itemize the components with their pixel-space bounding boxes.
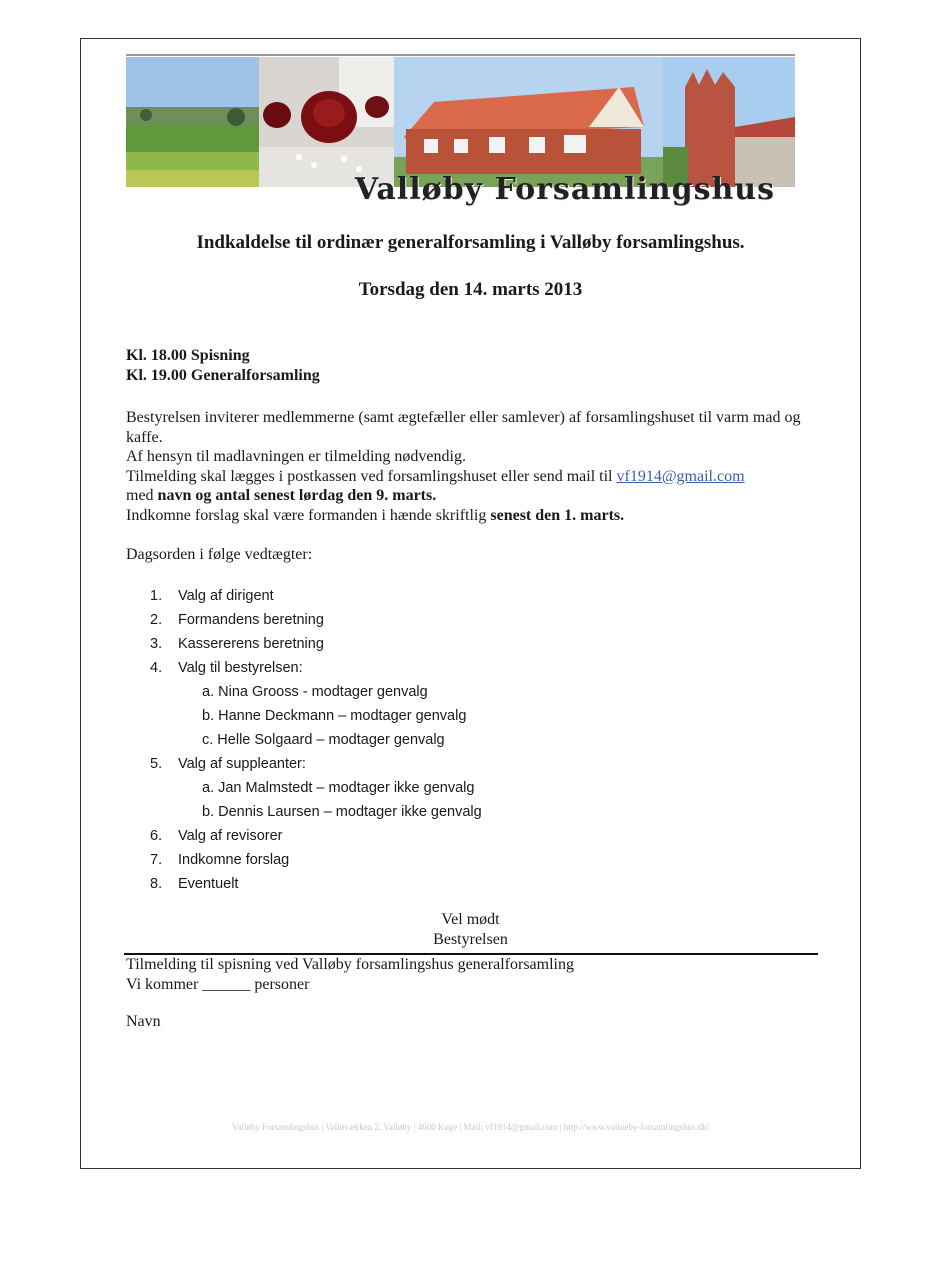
invitation-text: [126, 408, 816, 526]
schedule-meeting: Kl. 19.00 Generalforsamling: [126, 367, 320, 384]
schedule-dinner: Kl. 18.00 Spisning: [126, 347, 250, 364]
list-item: [150, 632, 482, 656]
registration-text: Tilmelding skal lægges i postkassen ved forsamlingshuset eller send mail til: [126, 467, 617, 485]
item-number: 3.: [150, 636, 163, 652]
footer: Valløby Forsamlingshus | Valløvækken 2, Valløby | 4600 Køge | Mail: vf1914@gmail.com | http://www.valloeby-forsamlingshus.dk/: [231, 1122, 710, 1132]
item-number: 2.: [150, 612, 163, 628]
item-number: 6.: [150, 828, 163, 844]
header-banner: [126, 54, 795, 207]
item-text: Valg af revisorer: [178, 828, 283, 844]
registration-deadline: [126, 486, 816, 506]
proposal-deadline: [126, 506, 816, 526]
item-text: Formandens beretning: [178, 612, 324, 628]
closing-greeting: Vel mødt: [441, 911, 500, 928]
list-item: [150, 656, 482, 680]
church-photo: [663, 57, 795, 187]
signup-slip: [126, 955, 574, 994]
list-item: [150, 752, 482, 776]
item-number: 5.: [150, 756, 163, 772]
list-item: [150, 848, 482, 872]
roses-photo: [259, 57, 394, 187]
item-text: Indkomne forslag: [178, 852, 290, 868]
sub-item: a. Jan Malmstedt – modtager ikke genvalg: [202, 780, 475, 796]
agenda-list: [150, 584, 482, 896]
list-item: [150, 584, 482, 608]
item-text: Kassererens beretning: [178, 636, 324, 652]
sub-item: c. Helle Solgaard – modtager genvalg: [202, 732, 445, 748]
banner-title: Valløby Forsamlingshus: [354, 172, 775, 207]
signup-heading: Tilmelding til spisning ved Valløby forsamlingshus generalforsamling: [126, 956, 574, 973]
item-number: 8.: [150, 876, 163, 892]
agenda-intro: Dagsorden i følge vedtægter:: [126, 546, 313, 563]
name-label: Navn: [126, 1013, 161, 1030]
item-text: Valg af dirigent: [178, 588, 274, 604]
item-text: Eventuelt: [178, 876, 239, 892]
deadline-prefix: med: [126, 487, 158, 505]
proposal-date: senest den 1. marts.: [490, 506, 625, 524]
email-link[interactable]: vf1914@gmail.com: [616, 467, 745, 485]
sub-item: a. Nina Grooss - modtager genvalg: [202, 684, 428, 700]
deadline-text: navn og antal senest lørdag den 9. marts.: [157, 487, 437, 505]
assembly-hall-photo: [394, 57, 663, 187]
banner-rule: [126, 54, 795, 56]
item-number: 4.: [150, 660, 163, 676]
item-text: Valg af suppleanter:: [178, 756, 306, 772]
sub-item: b. Dennis Laursen – modtager ikke genvalg: [202, 804, 482, 820]
sub-item: b. Hanne Deckmann – modtager genvalg: [202, 708, 467, 724]
signup-count: Vi kommer ______ personer: [126, 975, 310, 993]
closing: [80, 910, 861, 950]
list-item: [150, 824, 482, 848]
page-title: Indkaldelse til ordinær generalforsamling i Valløby forsamlingshus.: [196, 232, 745, 253]
list-item: [150, 608, 482, 632]
invitation-paragraph: Bestyrelsen inviterer medlemmerne (samt ægtefæller eller samlever) af forsamlingshuset til varm mad og kaffe.: [126, 409, 801, 446]
item-text: Valg til bestyrelsen:: [178, 660, 303, 676]
closing-signature: Bestyrelsen: [433, 931, 508, 948]
fields-photo: [126, 57, 259, 187]
registration-note: Af hensyn til madlavningen er tilmelding nødvendig.: [126, 448, 466, 466]
schedule: [126, 346, 320, 386]
item-number: 1.: [150, 588, 163, 604]
registration-instructions: [126, 467, 816, 487]
item-number: 7.: [150, 852, 163, 868]
list-item: [150, 872, 482, 896]
meeting-date: Torsdag den 14. marts 2013: [358, 279, 583, 300]
proposal-text: Indkomne forslag skal være formanden i hænde skriftlig: [126, 506, 491, 524]
